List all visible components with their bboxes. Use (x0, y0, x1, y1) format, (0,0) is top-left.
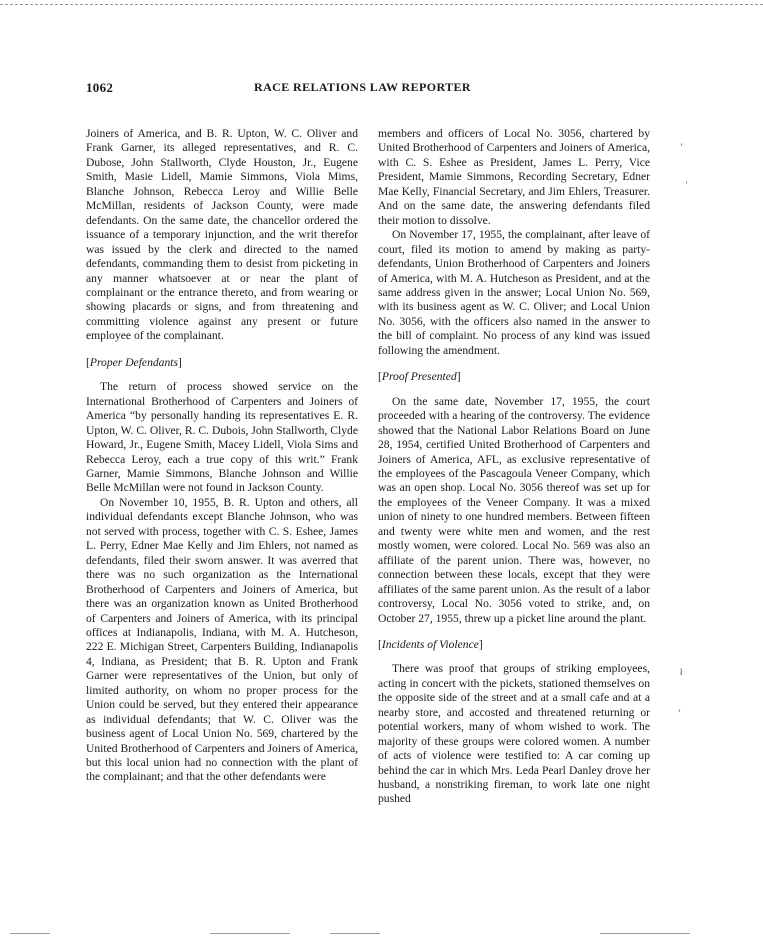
bottom-scan-line (10, 933, 50, 934)
bottom-scan-line (600, 933, 690, 934)
section-heading-proof-presented: [Proof Presented] (378, 370, 461, 384)
left-paragraph-3: On November 10, 1955, B. R. Upton and others, all individual defendants except Blanche Johnson, who was not served with process, together with C. S. Eshee, James L. Perry, Edner Mae Kelly and Jim Ehlers, not named as defendants, filed their sworn answer. It was averred that there was no such organization as the International Brotherhood of Carpenters and Joiners of America, but there was an organization known as United Brotherhood of Carpenters and Joiners of America, with its principal offices at Indianapolis, Indiana, with M. A. Hutcheson, 222 E. Michigan Street, Carpenters Building, Indianapolis 4, Indiana, as President; that B. R. Upton and Frank Garner were representatives of the Union, but only of limited authority, on whom no proper process for the Union could be served, but they entered their appearance as individual defendants; that W. C. Oliver was the business agent of Local Union No. 569, chartered by the United Brotherhood of Carpenters and Joiners of America, but this local union had no connection with the plant of the complainant; and that the other defendants were (86, 495, 358, 784)
margin-mark-3: ł (680, 667, 683, 677)
margin-mark-1: ’ (680, 142, 683, 152)
top-page-edge (0, 4, 763, 5)
right-paragraph-2: On November 17, 1955, the complainant, after leave of court, filed its motion to amend by making as party-defendants, Union Brotherhood of Carpenters and Joiners of America, with M. A. Hutcheson as President, and at the same address given in the answer; Local Union No. 569, with its business agent as W. C. Oliver; and Local Union No. 3056, with the officers also named in the answer to the bill of complaint. No process of any kind was issued following the amendment. (378, 228, 650, 357)
heading-text: Proper Defendants (89, 355, 178, 369)
heading-text: Proof Presented (381, 370, 457, 384)
section-heading-proper-defendants: [Proper Defendants] (86, 355, 182, 369)
page-number: 1062 (86, 80, 114, 95)
margin-mark-2: ʼ (685, 180, 688, 190)
section-heading-incidents-of-violence: [Incidents of Violence] (378, 637, 483, 651)
margin-mark-4: ’ (678, 708, 681, 718)
heading-text: Incidents of Violence (381, 637, 479, 651)
right-paragraph-3: On the same date, November 17, 1955, the court proceeded with a hearing of the controversy. The evidence showed that the National Labor Relations Board on June 28, 1954, certified United Brotherhood of Carpenters and Joiners of America, AFL, as exclusive representative of the employees of the Pascagoula Veneer Company, which was an open shop. Local No. 3056 thereof was set up for the employees of the Veneer Company. It was a mixed union of ninety to one hundred members. Between fifteen and twenty were white men and women, and the rest mostly women, were colored. Local No. 569 was also an affiliate of the parent union. There was, however, no connection between these locals, except that they were affiliates of the same parent union. As the result of a labor controversy, Local No. 3056 voted to strike, and, on October 27, 1955, threw up a picket line around the plant. (378, 394, 650, 625)
page-header (86, 80, 646, 98)
left-paragraph-2: The return of process showed service on the International Brotherhood of Carpenters and Joiners of America “by personally handing its representatives E. R. Upton, W. C. Oliver, R. C. Dubois, John Stallworth, Clyde Howard, Jr., Eugene Smith, Macey Lidell, Viola Sims and Rebecca Leroy, each a true copy of this writ.” Frank Garner, Mamie Simmons, Blanche Johnson and Willie Belle McMillan were not found in Jackson County. (86, 380, 358, 495)
bottom-scan-line (210, 933, 290, 934)
bottom-scan-line (330, 933, 380, 934)
left-paragraph-1: Joiners of America, and B. R. Upton, W. C. Oliver and Frank Garner, its alleged representatives, and R. C. Dubose, John Stallworth, Clyde Houston, Jr., Eugene Smith, Masie Lidell, Mamie Simmons, Viola Mims, Blanche Johnson, Rebecca Leroy and Willie Belle McMillan, residents of Jackson County, were made defendants. On the same date, the chancellor ordered the issuance of a temporary injunction, and the writ therefor was issued by the clerk and directed to the named defendants, commanding them to desist from picketing in any manner whatsoever at or near the plant of complainant or the entrance thereto, and from wearing or showing placards or signs, and from threatening and committing violence against any present or future employee of the complainant. (86, 127, 358, 343)
right-paragraph-1: members and officers of Local No. 3056, chartered by United Brotherhood of Carpenters and Joiners of America, with C. S. Eshee as President, James L. Perry, Vice President, Mamie Simmons, Recording Secretary, Edner Mae Kelly, Financial Secretary, and Jim Ehlers, Treasurer. And on the same date, the answering defendants filed their motion to dissolve. (378, 127, 650, 227)
left-column (86, 127, 358, 785)
right-column (378, 127, 650, 807)
running-title: RACE RELATIONS LAW REPORTER (254, 80, 471, 94)
right-paragraph-4: There was proof that groups of striking employees, acting in concert with the pickets, stationed themselves on the opposite side of the street and at a small cafe and at a nearby store, and accosted and threatened returning or potential workers, many of whom wished to work. The majority of these groups were colored women. A number of acts of violence were testified to: A car coming up behind the car in which Mrs. Leda Pearl Danley drove her husband, a nonstriking fireman, to work late one night pushed (378, 662, 650, 806)
